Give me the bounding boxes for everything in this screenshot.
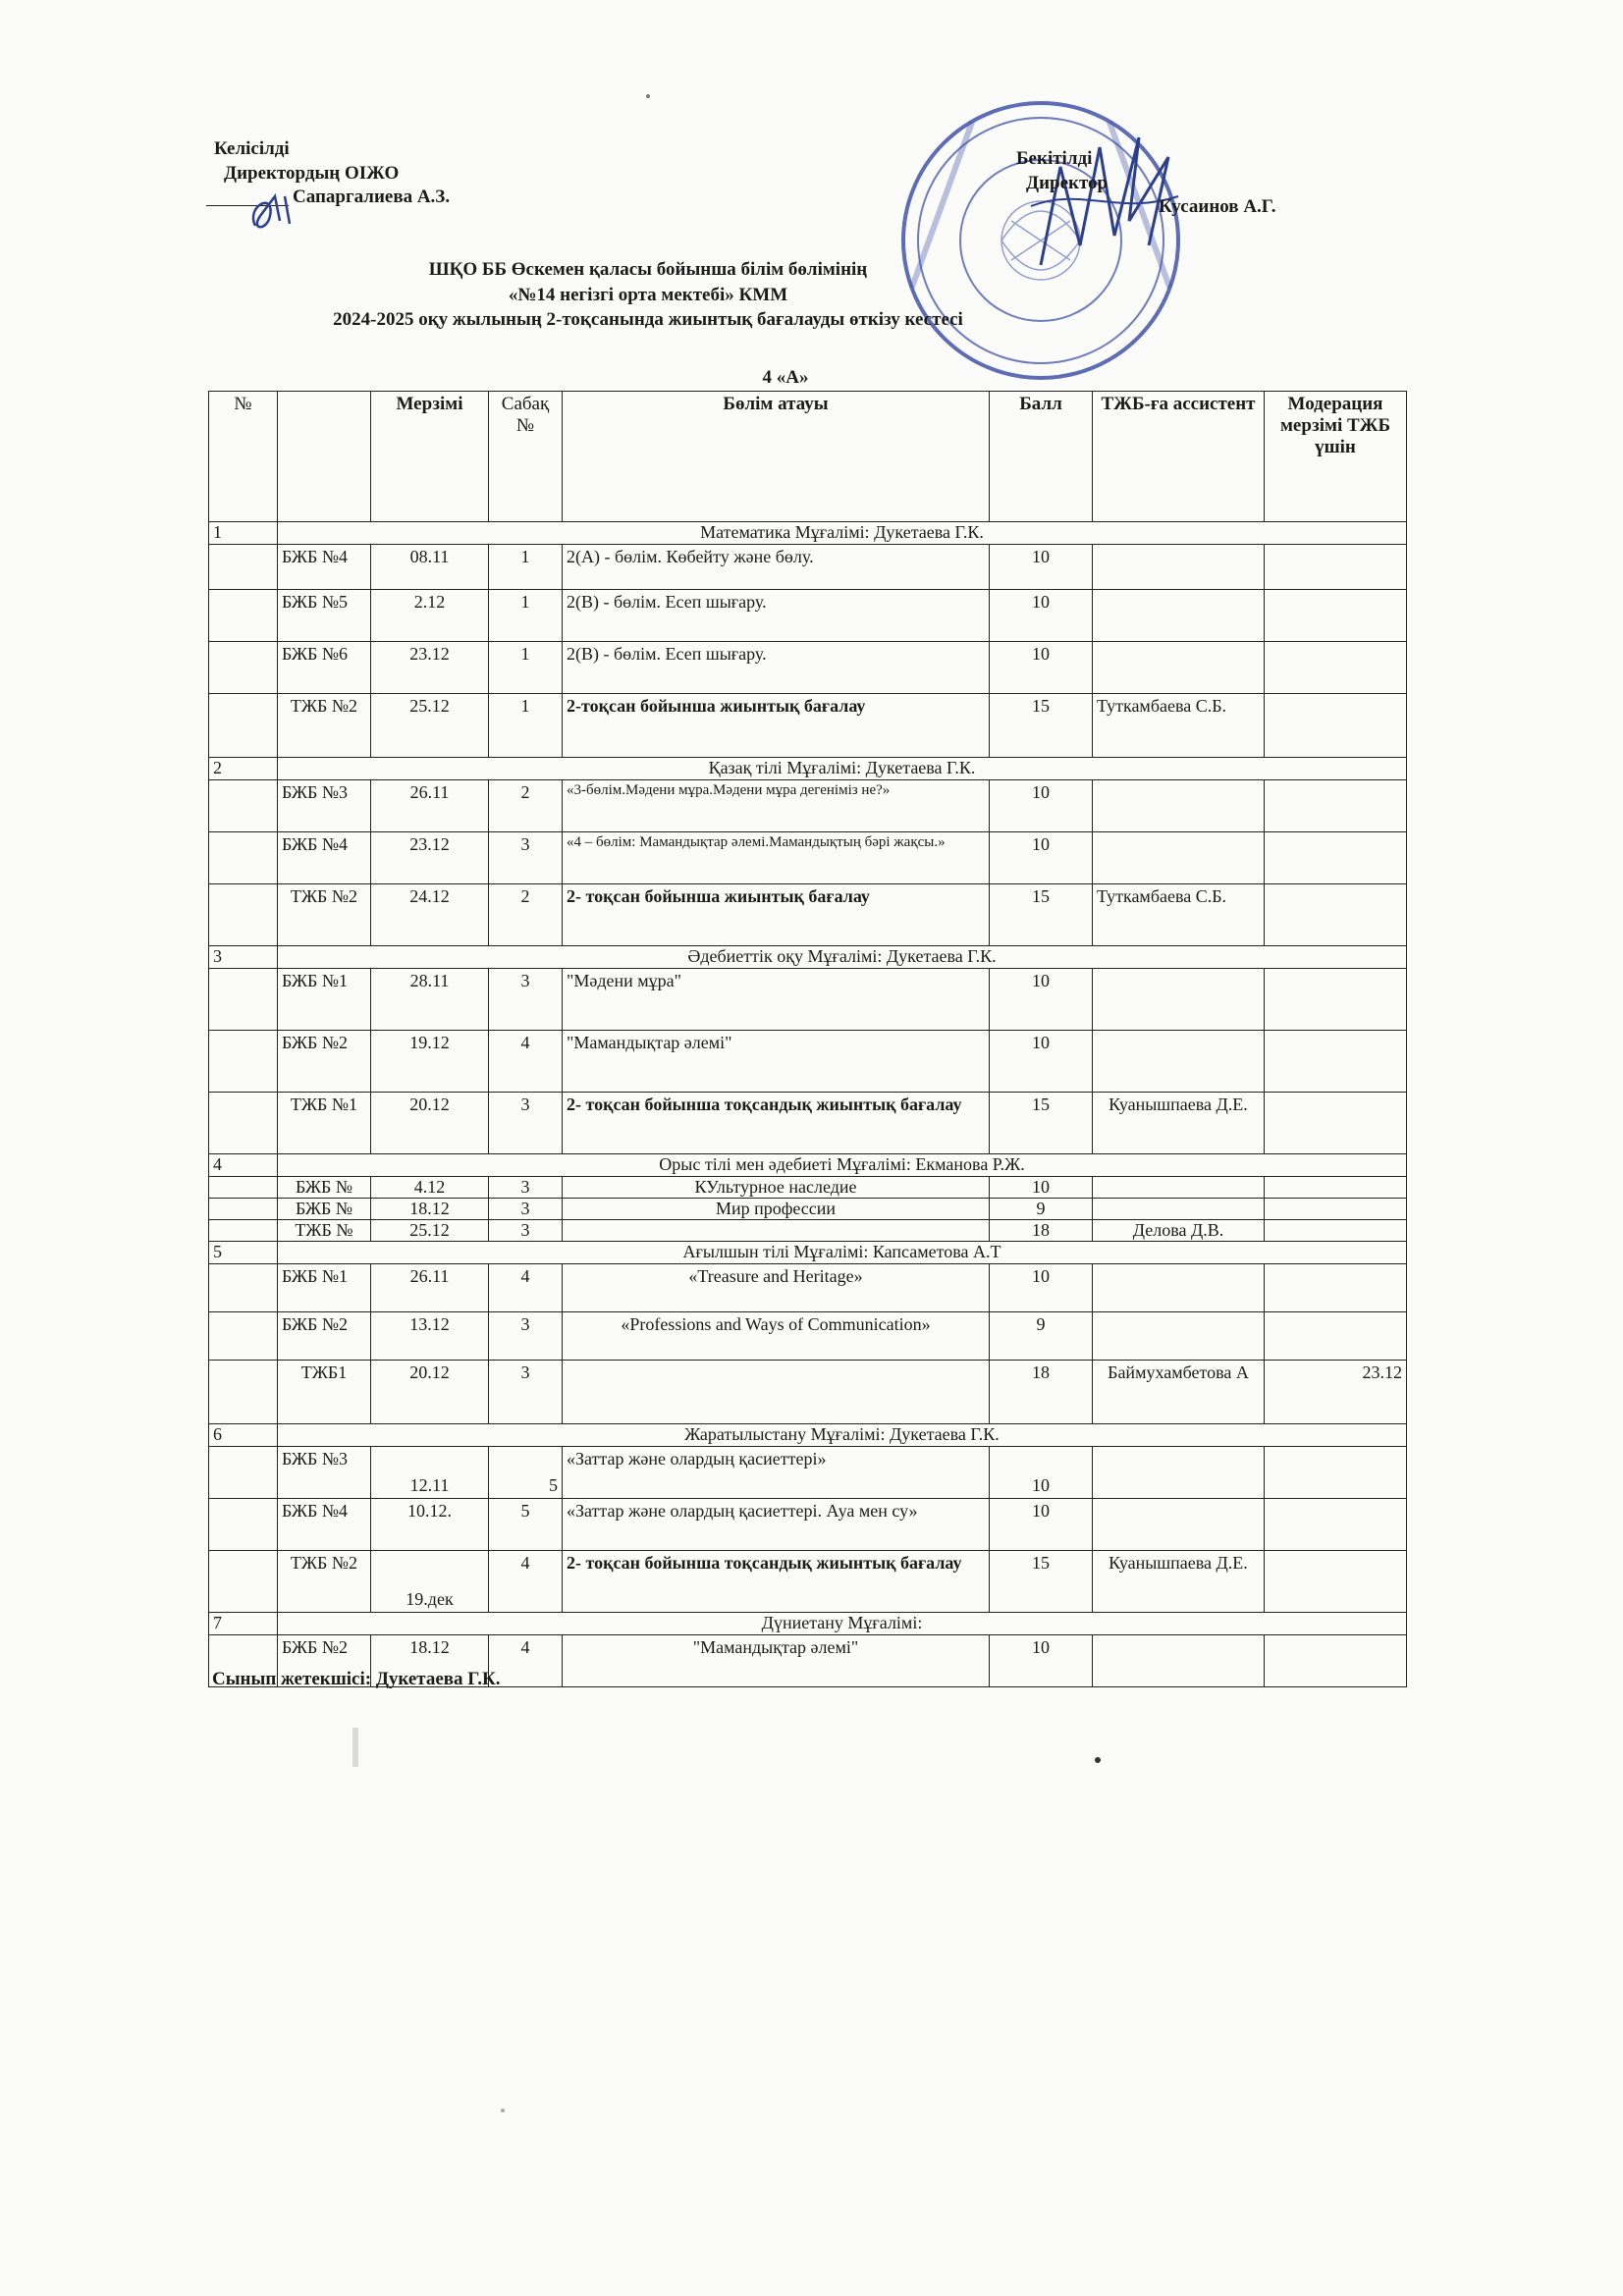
cell-moderation — [1265, 590, 1407, 642]
cell-assistant — [1093, 1177, 1265, 1199]
subject-num: 5 — [209, 1242, 278, 1264]
cell-type: БЖБ №4 — [278, 832, 371, 884]
cell-date: 18.12 — [371, 1199, 489, 1220]
header-score: Балл — [990, 392, 1093, 522]
cell-lesson: 4 — [489, 1264, 563, 1312]
cell-moderation — [1265, 1177, 1407, 1199]
cell-type: ТЖБ1 — [278, 1361, 371, 1424]
cell-type: ТЖБ №2 — [278, 1551, 371, 1613]
cell-moderation: 23.12 — [1265, 1361, 1407, 1424]
title-line-2: «№14 негізгі орта мектебі» КММ — [508, 284, 788, 305]
cell-type: ТЖБ №2 — [278, 694, 371, 758]
subject-title: Әдебиеттік оқу Мұғалімі: Дукетаева Г.К. — [278, 946, 1407, 969]
cell-lesson: 1 — [489, 545, 563, 590]
table-row — [209, 884, 1407, 946]
cell-date: 25.12 — [371, 1220, 489, 1242]
cell-assistant: Делова Д.В. — [1093, 1220, 1265, 1242]
cell-date: 23.12 — [371, 832, 489, 884]
table-row — [209, 1447, 1407, 1499]
cell-assistant: Баймухамбетова А — [1093, 1361, 1265, 1424]
cell-assistant: Куанышпаева Д.Е. — [1093, 1093, 1265, 1154]
subject-row — [209, 1154, 1407, 1177]
cell-score: 10 — [990, 780, 1093, 832]
cell-section: «3-бөлім.Мәдени мұра.Мәдени мұра дегеніміз не?» — [563, 780, 990, 832]
cell-section: «Treasure and Heritage» — [563, 1264, 990, 1312]
subject-num: 4 — [209, 1154, 278, 1177]
cell-lesson: 4 — [489, 1635, 563, 1687]
subject-title: Орыс тілі мен әдебиеті Мұғалімі: Екманова Р.Ж. — [278, 1154, 1407, 1177]
cell-date: 2.12 — [371, 590, 489, 642]
header-assistant: ТЖБ-ға ассистент — [1093, 392, 1265, 522]
header-lesson: Сабақ № — [489, 392, 563, 522]
class-label: 4 «А» — [762, 367, 809, 388]
cell-type: БЖБ №2 — [278, 1635, 371, 1687]
cell-score: 10 — [990, 1031, 1093, 1093]
cell-type: ТЖБ № — [278, 1220, 371, 1242]
cell-moderation — [1265, 884, 1407, 946]
subject-num: 6 — [209, 1424, 278, 1447]
subject-title: Дүниетану Мұғалімі: — [278, 1613, 1407, 1635]
subject-num: 3 — [209, 946, 278, 969]
approval-right-name: Кусаинов А.Г. — [1159, 196, 1276, 218]
approval-right-position: Директор — [1026, 172, 1109, 193]
table-row — [209, 1264, 1407, 1312]
schedule-body — [209, 522, 1407, 1687]
cell-score: 9 — [990, 1199, 1093, 1220]
signature-left — [236, 187, 314, 240]
cell-type: БЖБ №4 — [278, 1499, 371, 1551]
cell-score: 10 — [990, 642, 1093, 694]
cell-moderation — [1265, 1199, 1407, 1220]
cell-lesson: 3 — [489, 1220, 563, 1242]
cell-moderation — [1265, 1447, 1407, 1499]
table-row — [209, 1361, 1407, 1424]
cell-date: 13.12 — [371, 1312, 489, 1361]
cell-type: БЖБ №5 — [278, 590, 371, 642]
cell-date: 08.11 — [371, 545, 489, 590]
cell-date: 26.11 — [371, 1264, 489, 1312]
cell-moderation — [1265, 1312, 1407, 1361]
cell-assistant — [1093, 780, 1265, 832]
table-row — [209, 780, 1407, 832]
cell-score: 9 — [990, 1312, 1093, 1361]
cell-assistant — [1093, 832, 1265, 884]
cell-score: 18 — [990, 1220, 1093, 1242]
cell-moderation — [1265, 1031, 1407, 1093]
cell-lesson: 3 — [489, 1177, 563, 1199]
cell-section: Мир профессии — [563, 1199, 990, 1220]
table-row — [209, 694, 1407, 758]
cell-date: 23.12 — [371, 642, 489, 694]
cell-type: БЖБ №2 — [278, 1031, 371, 1093]
cell-assistant — [1093, 590, 1265, 642]
cell-type: БЖБ №3 — [278, 780, 371, 832]
subject-num: 1 — [209, 522, 278, 545]
cell-lesson: 3 — [489, 1361, 563, 1424]
cell-lesson: 2 — [489, 780, 563, 832]
approval-left-label: Келісілді — [214, 138, 290, 159]
cell-moderation — [1265, 694, 1407, 758]
schedule-table — [208, 391, 1407, 1687]
header-num: № — [209, 392, 278, 522]
cell-section — [563, 1220, 990, 1242]
cell-date: 24.12 — [371, 884, 489, 946]
cell-lesson: 5 — [489, 1499, 563, 1551]
table-row — [209, 1312, 1407, 1361]
subject-title: Қазақ тілі Мұғалімі: Дукетаева Г.К. — [278, 758, 1407, 780]
cell-assistant — [1093, 1199, 1265, 1220]
cell-section: 2(А) - бөлім. Көбейту және бөлу. — [563, 545, 990, 590]
cell-score: 10 — [990, 1499, 1093, 1551]
subject-row — [209, 522, 1407, 545]
cell-assistant — [1093, 1447, 1265, 1499]
cell-section — [563, 1361, 990, 1424]
cell-score: 10 — [990, 1177, 1093, 1199]
table-row — [209, 1199, 1407, 1220]
subject-title: Математика Мұғалімі: Дукетаева Г.К. — [278, 522, 1407, 545]
cell-lesson: 5 — [489, 1447, 563, 1499]
cell-score: 10 — [990, 590, 1093, 642]
cell-type: БЖБ №1 — [278, 1264, 371, 1312]
subject-num: 2 — [209, 758, 278, 780]
cell-date: 12.11 — [371, 1447, 489, 1499]
cell-assistant — [1093, 1031, 1265, 1093]
table-row — [209, 832, 1407, 884]
subject-row — [209, 1242, 1407, 1264]
header-moderation: Модерация мерзімі ТЖБ үшін — [1265, 392, 1407, 522]
cell-assistant: Туткамбаева С.Б. — [1093, 694, 1265, 758]
cell-lesson: 1 — [489, 590, 563, 642]
cell-section: "Мамандықтар әлемі" — [563, 1031, 990, 1093]
cell-type: ТЖБ №1 — [278, 1093, 371, 1154]
cell-assistant: Туткамбаева С.Б. — [1093, 884, 1265, 946]
subject-row — [209, 1424, 1407, 1447]
cell-lesson: 1 — [489, 642, 563, 694]
subject-row — [209, 1613, 1407, 1635]
title-line-1: ШҚО ББ Өскемен қаласы бойынша білім бөлімінің — [428, 259, 868, 280]
cell-section: 2- тоқсан бойынша тоқсандық жиынтық бағалау — [563, 1551, 990, 1613]
cell-date: 25.12 — [371, 694, 489, 758]
cell-lesson: 3 — [489, 1312, 563, 1361]
cell-type: БЖБ № — [278, 1177, 371, 1199]
subject-title: Ағылшын тілі Мұғалімі: Капсаметова А.Т — [278, 1242, 1407, 1264]
approval-left-position: Директордың ОІЖО — [224, 162, 400, 184]
cell-section: «Professions and Ways of Communication» — [563, 1312, 990, 1361]
cell-score: 15 — [990, 1093, 1093, 1154]
cell-date: 4.12 — [371, 1177, 489, 1199]
cell-section: "Мамандықтар әлемі" — [563, 1635, 990, 1687]
cell-assistant — [1093, 1499, 1265, 1551]
class-teacher: Сынып жетекшісі: Дукетаева Г.К. — [212, 1669, 501, 1689]
subject-title: Жаратылыстану Мұғалімі: Дукетаева Г.К. — [278, 1424, 1407, 1447]
subject-row — [209, 758, 1407, 780]
cell-section: «Заттар және олардың қасиеттері. Ауа мен су» — [563, 1499, 990, 1551]
header-date: Мерзімі — [371, 392, 489, 522]
cell-assistant — [1093, 1312, 1265, 1361]
cell-type: БЖБ №6 — [278, 642, 371, 694]
cell-date: 20.12 — [371, 1093, 489, 1154]
cell-moderation — [1265, 545, 1407, 590]
cell-section: 2- тоқсан бойынша тоқсандық жиынтық бағалау — [563, 1093, 990, 1154]
header-section: Бөлім атауы — [563, 392, 990, 522]
cell-type: БЖБ №4 — [278, 545, 371, 590]
table-row — [209, 1093, 1407, 1154]
cell-section: КУльтурное наследие — [563, 1177, 990, 1199]
table-row — [209, 1499, 1407, 1551]
cell-moderation — [1265, 832, 1407, 884]
cell-type: БЖБ №1 — [278, 969, 371, 1031]
table-row — [209, 545, 1407, 590]
cell-section: «Заттар және олардың қасиеттері» — [563, 1447, 990, 1499]
cell-moderation — [1265, 1635, 1407, 1687]
header-row — [209, 392, 1407, 522]
cell-score: 10 — [990, 832, 1093, 884]
cell-section: "Мәдени мұра" — [563, 969, 990, 1031]
cell-moderation — [1265, 1093, 1407, 1154]
cell-moderation — [1265, 1499, 1407, 1551]
cell-lesson: 4 — [489, 1551, 563, 1613]
table-row — [209, 1220, 1407, 1242]
cell-score: 15 — [990, 884, 1093, 946]
approval-right — [1016, 147, 1350, 220]
cell-date: 26.11 — [371, 780, 489, 832]
cell-score: 18 — [990, 1361, 1093, 1424]
approval-left-name-text: Сапаргалиева А.З. — [293, 187, 451, 208]
cell-section: 2(В) - бөлім. Есеп шығару. — [563, 642, 990, 694]
approval-right-label: Бекітілді — [1016, 148, 1093, 169]
cell-section: 2- тоқсан бойынша жиынтық бағалау — [563, 884, 990, 946]
cell-date: 18.12 — [371, 1635, 489, 1687]
cell-date: 19.дек — [371, 1551, 489, 1613]
table-row — [209, 642, 1407, 694]
cell-score: 10 — [990, 969, 1093, 1031]
cell-type: БЖБ №2 — [278, 1312, 371, 1361]
cell-section: 2(В) - бөлім. Есеп шығару. — [563, 590, 990, 642]
table-row — [209, 1177, 1407, 1199]
cell-lesson: 2 — [489, 884, 563, 946]
cell-assistant — [1093, 1635, 1265, 1687]
subject-row — [209, 946, 1407, 969]
cell-type: БЖБ №3 — [278, 1447, 371, 1499]
cell-moderation — [1265, 780, 1407, 832]
cell-lesson: 3 — [489, 1199, 563, 1220]
cell-assistant — [1093, 1264, 1265, 1312]
cell-type: БЖБ № — [278, 1199, 371, 1220]
cell-lesson: 1 — [489, 694, 563, 758]
cell-lesson: 3 — [489, 969, 563, 1031]
cell-score: 15 — [990, 694, 1093, 758]
cell-date: 19.12 — [371, 1031, 489, 1093]
cell-assistant: Куанышпаева Д.Е. — [1093, 1551, 1265, 1613]
document-title — [265, 257, 1031, 333]
cell-assistant — [1093, 545, 1265, 590]
header-blank — [278, 392, 371, 522]
title-line-3: 2024-2025 оқу жылының 2-тоқсанында жиынтық бағалауды өткізу кестесі — [333, 309, 963, 331]
table-row — [209, 590, 1407, 642]
cell-moderation — [1265, 1264, 1407, 1312]
cell-moderation — [1265, 969, 1407, 1031]
cell-lesson: 4 — [489, 1031, 563, 1093]
table-row — [209, 1551, 1407, 1613]
cell-score: 10 — [990, 1635, 1093, 1687]
cell-date: 20.12 — [371, 1361, 489, 1424]
cell-date: 28.11 — [371, 969, 489, 1031]
cell-type: ТЖБ №2 — [278, 884, 371, 946]
cell-lesson: 3 — [489, 832, 563, 884]
table-row — [209, 969, 1407, 1031]
cell-moderation — [1265, 1220, 1407, 1242]
cell-moderation — [1265, 1551, 1407, 1613]
cell-score: 15 — [990, 1551, 1093, 1613]
cell-lesson: 3 — [489, 1093, 563, 1154]
cell-section: 2-тоқсан бойынша жиынтық бағалау — [563, 694, 990, 758]
cell-score: 10 — [990, 545, 1093, 590]
cell-date: 10.12. — [371, 1499, 489, 1551]
cell-section: «4 – бөлім: Мамандықтар әлемі.Мамандықтың бәрі жақсы.» — [563, 832, 990, 884]
subject-num: 7 — [209, 1613, 278, 1635]
table-row — [209, 1031, 1407, 1093]
cell-score: 10 — [990, 1447, 1093, 1499]
cell-assistant — [1093, 642, 1265, 694]
cell-score: 10 — [990, 1264, 1093, 1312]
cell-assistant — [1093, 969, 1265, 1031]
cell-moderation — [1265, 642, 1407, 694]
